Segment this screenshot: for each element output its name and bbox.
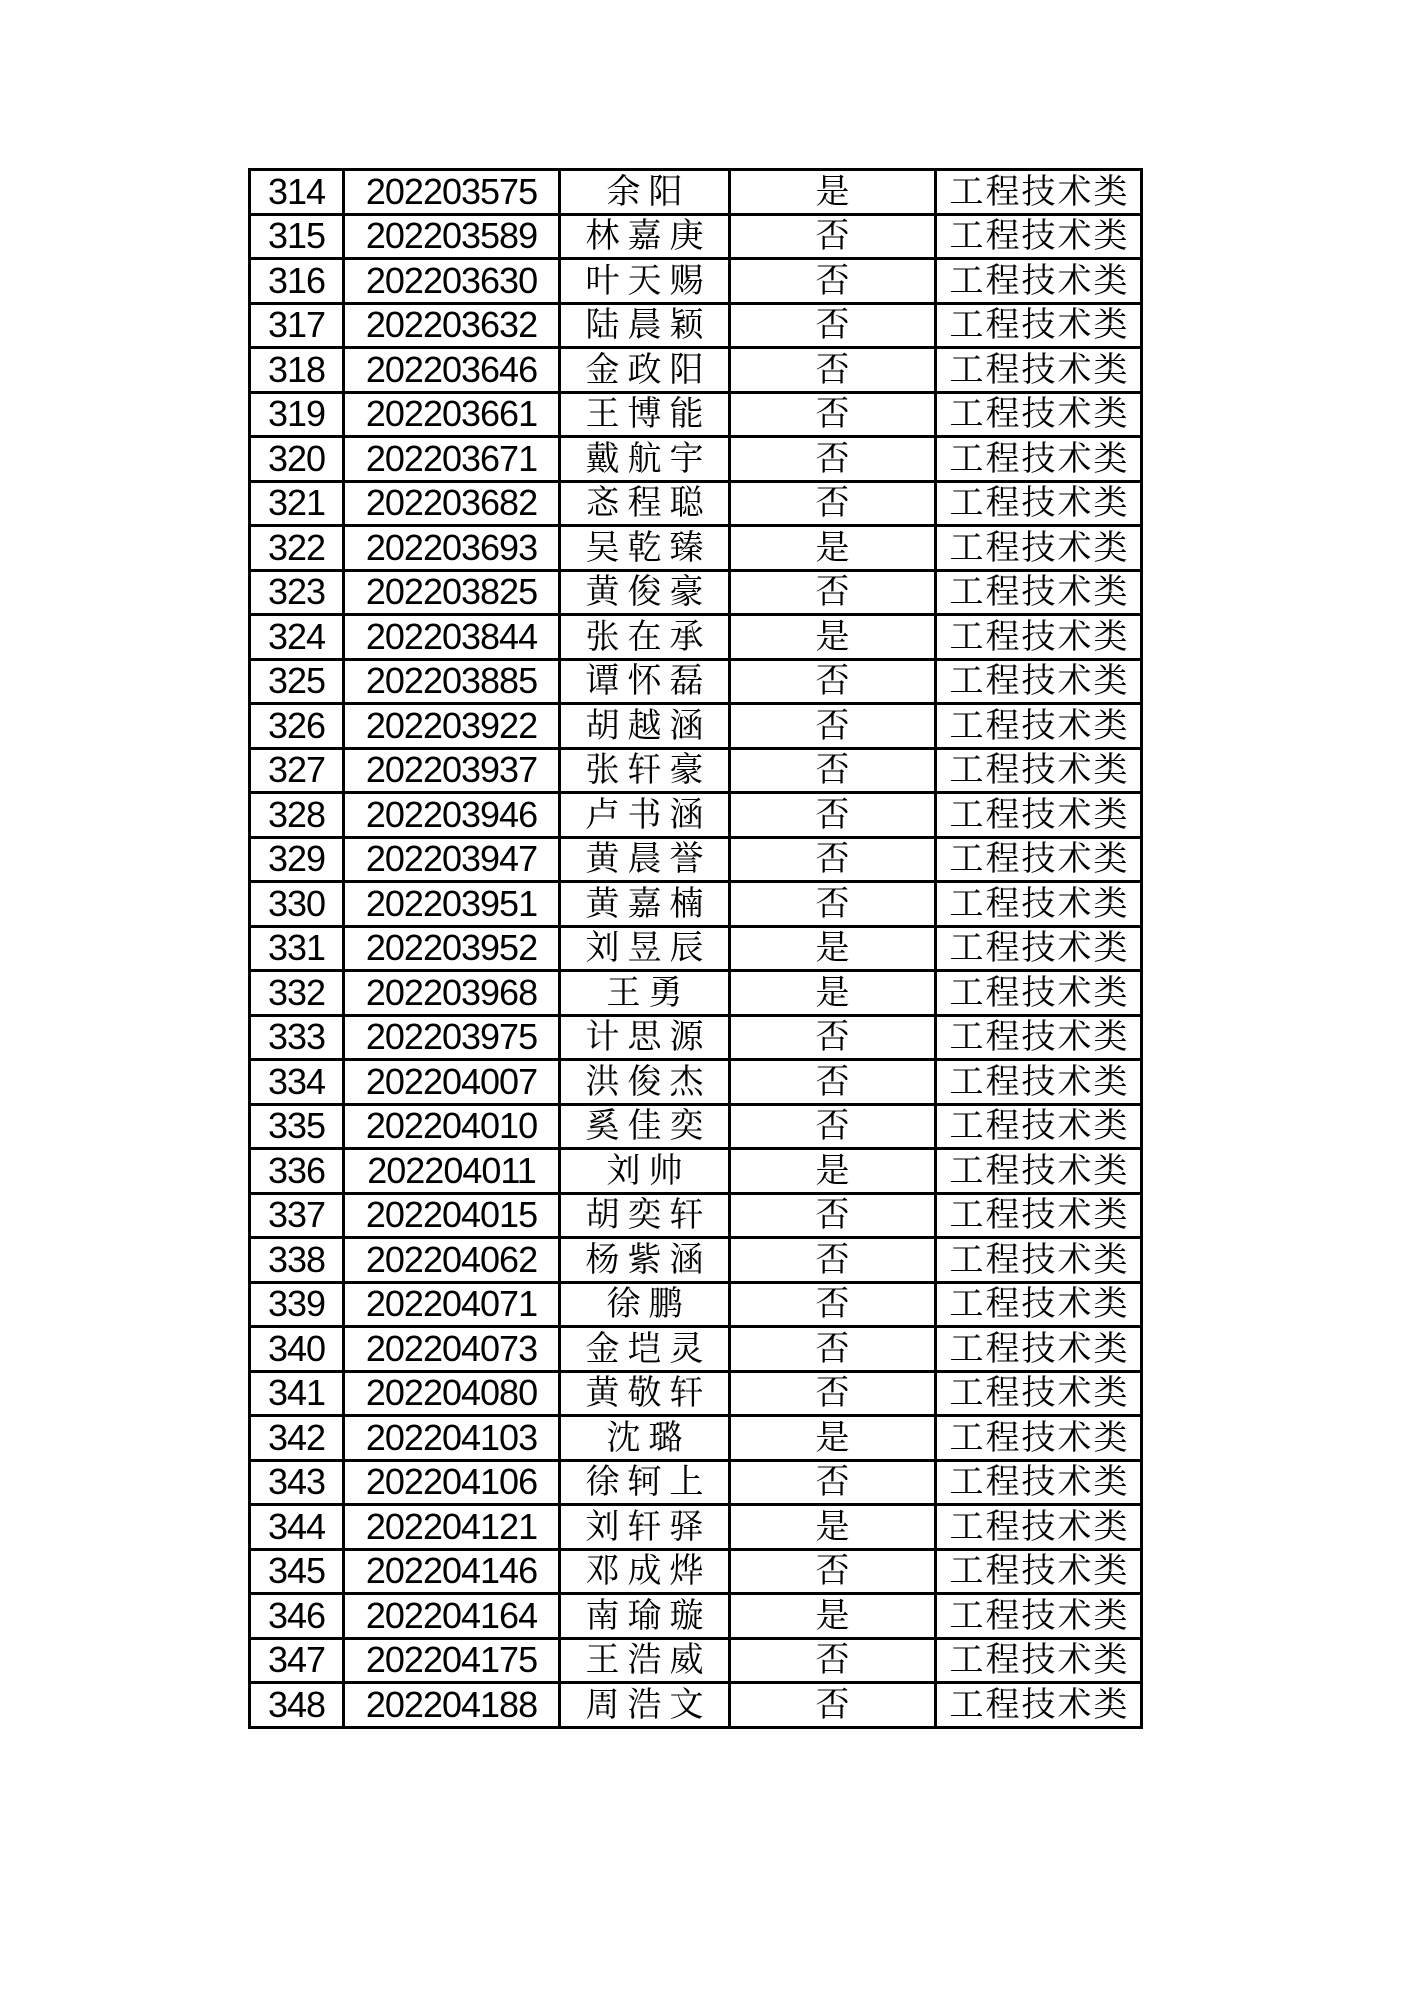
category-cell: 工程技术类 bbox=[936, 437, 1142, 482]
category-cell: 工程技术类 bbox=[936, 748, 1142, 793]
table-row bbox=[250, 1416, 1142, 1461]
table-row bbox=[250, 971, 1142, 1016]
table-row bbox=[250, 1238, 1142, 1283]
table-row bbox=[250, 615, 1142, 660]
category-cell: 工程技术类 bbox=[936, 1060, 1142, 1105]
table-row bbox=[250, 793, 1142, 838]
student-name-cell: 邓成烨 bbox=[560, 1549, 730, 1594]
yes-no-cell: 是 bbox=[730, 926, 936, 971]
row-number-cell: 328 bbox=[250, 793, 344, 838]
student-id-cell: 202204073 bbox=[344, 1327, 560, 1372]
table-row bbox=[250, 1282, 1142, 1327]
table-row bbox=[250, 1460, 1142, 1505]
yes-no-cell: 否 bbox=[730, 1683, 936, 1728]
table-row bbox=[250, 1549, 1142, 1594]
table-row bbox=[250, 392, 1142, 437]
row-number-cell: 346 bbox=[250, 1594, 344, 1639]
category-cell: 工程技术类 bbox=[936, 1549, 1142, 1594]
student-id-cell: 202204010 bbox=[344, 1104, 560, 1149]
student-id-cell: 202203575 bbox=[344, 170, 560, 215]
row-number-cell: 341 bbox=[250, 1371, 344, 1416]
student-name-cell: 奚佳奕 bbox=[560, 1104, 730, 1149]
yes-no-cell: 是 bbox=[730, 1149, 936, 1194]
category-cell: 工程技术类 bbox=[936, 481, 1142, 526]
student-id-cell: 202203885 bbox=[344, 659, 560, 704]
student-id-cell: 202203661 bbox=[344, 392, 560, 437]
row-number-cell: 320 bbox=[250, 437, 344, 482]
student-name-cell: 谭怀磊 bbox=[560, 659, 730, 704]
yes-no-cell: 否 bbox=[730, 793, 936, 838]
table-row bbox=[250, 1371, 1142, 1416]
row-number-cell: 333 bbox=[250, 1015, 344, 1060]
yes-no-cell: 否 bbox=[730, 1371, 936, 1416]
yes-no-cell: 是 bbox=[730, 1594, 936, 1639]
student-id-cell: 202203947 bbox=[344, 837, 560, 882]
category-cell: 工程技术类 bbox=[936, 214, 1142, 259]
yes-no-cell: 否 bbox=[730, 1638, 936, 1683]
row-number-cell: 331 bbox=[250, 926, 344, 971]
row-number-cell: 347 bbox=[250, 1638, 344, 1683]
yes-no-cell: 是 bbox=[730, 170, 936, 215]
row-number-cell: 335 bbox=[250, 1104, 344, 1149]
category-cell: 工程技术类 bbox=[936, 1193, 1142, 1238]
yes-no-cell: 是 bbox=[730, 1416, 936, 1461]
student-id-cell: 202204106 bbox=[344, 1460, 560, 1505]
student-name-cell: 徐鹏 bbox=[560, 1282, 730, 1327]
yes-no-cell: 否 bbox=[730, 1460, 936, 1505]
yes-no-cell: 否 bbox=[730, 882, 936, 927]
category-cell: 工程技术类 bbox=[936, 170, 1142, 215]
student-id-cell: 202204188 bbox=[344, 1683, 560, 1728]
student-name-cell: 胡奕轩 bbox=[560, 1193, 730, 1238]
yes-no-cell: 是 bbox=[730, 1505, 936, 1550]
student-id-cell: 202203693 bbox=[344, 526, 560, 571]
student-id-cell: 202203968 bbox=[344, 971, 560, 1016]
category-cell: 工程技术类 bbox=[936, 793, 1142, 838]
table-row bbox=[250, 1149, 1142, 1194]
student-name-cell: 刘帅 bbox=[560, 1149, 730, 1194]
student-id-cell: 202203646 bbox=[344, 348, 560, 393]
student-name-cell: 张轩豪 bbox=[560, 748, 730, 793]
yes-no-cell: 否 bbox=[730, 1238, 936, 1283]
row-number-cell: 329 bbox=[250, 837, 344, 882]
row-number-cell: 325 bbox=[250, 659, 344, 704]
student-name-cell: 沈璐 bbox=[560, 1416, 730, 1461]
category-cell: 工程技术类 bbox=[936, 837, 1142, 882]
row-number-cell: 318 bbox=[250, 348, 344, 393]
student-id-cell: 202203952 bbox=[344, 926, 560, 971]
category-cell: 工程技术类 bbox=[936, 882, 1142, 927]
table-row bbox=[250, 303, 1142, 348]
table-row bbox=[250, 704, 1142, 749]
table-row bbox=[250, 1683, 1142, 1728]
category-cell: 工程技术类 bbox=[936, 1238, 1142, 1283]
student-id-cell: 202203922 bbox=[344, 704, 560, 749]
row-number-cell: 339 bbox=[250, 1282, 344, 1327]
category-cell: 工程技术类 bbox=[936, 1282, 1142, 1327]
table-row bbox=[250, 437, 1142, 482]
yes-no-cell: 否 bbox=[730, 1549, 936, 1594]
yes-no-cell: 否 bbox=[730, 1104, 936, 1149]
student-id-cell: 202204175 bbox=[344, 1638, 560, 1683]
student-id-cell: 202204146 bbox=[344, 1549, 560, 1594]
table-row bbox=[250, 1060, 1142, 1105]
table-row bbox=[250, 481, 1142, 526]
student-name-cell: 计思源 bbox=[560, 1015, 730, 1060]
student-name-cell: 吴乾臻 bbox=[560, 526, 730, 571]
table-row bbox=[250, 170, 1142, 215]
yes-no-cell: 否 bbox=[730, 348, 936, 393]
category-cell: 工程技术类 bbox=[936, 392, 1142, 437]
student-name-cell: 王博能 bbox=[560, 392, 730, 437]
yes-no-cell: 否 bbox=[730, 259, 936, 304]
yes-no-cell: 否 bbox=[730, 748, 936, 793]
student-id-cell: 202204011 bbox=[344, 1149, 560, 1194]
student-id-cell: 202203589 bbox=[344, 214, 560, 259]
category-cell: 工程技术类 bbox=[936, 1416, 1142, 1461]
student-name-cell: 黄俊豪 bbox=[560, 570, 730, 615]
student-name-cell: 洪俊杰 bbox=[560, 1060, 730, 1105]
yes-no-cell: 否 bbox=[730, 570, 936, 615]
student-id-cell: 202203630 bbox=[344, 259, 560, 304]
student-name-cell: 卢书涵 bbox=[560, 793, 730, 838]
category-cell: 工程技术类 bbox=[936, 259, 1142, 304]
student-id-cell: 202204062 bbox=[344, 1238, 560, 1283]
student-name-cell: 林嘉庚 bbox=[560, 214, 730, 259]
yes-no-cell: 否 bbox=[730, 392, 936, 437]
table-row bbox=[250, 837, 1142, 882]
category-cell: 工程技术类 bbox=[936, 1149, 1142, 1194]
category-cell: 工程技术类 bbox=[936, 526, 1142, 571]
category-cell: 工程技术类 bbox=[936, 971, 1142, 1016]
table-row bbox=[250, 214, 1142, 259]
student-name-cell: 金政阳 bbox=[560, 348, 730, 393]
table-row bbox=[250, 926, 1142, 971]
student-name-cell: 陆晨颖 bbox=[560, 303, 730, 348]
table-row bbox=[250, 1505, 1142, 1550]
row-number-cell: 336 bbox=[250, 1149, 344, 1194]
student-id-cell: 202203975 bbox=[344, 1015, 560, 1060]
row-number-cell: 348 bbox=[250, 1683, 344, 1728]
table-row bbox=[250, 659, 1142, 704]
student-id-cell: 202203632 bbox=[344, 303, 560, 348]
student-name-cell: 余阳 bbox=[560, 170, 730, 215]
yes-no-cell: 否 bbox=[730, 481, 936, 526]
table-row bbox=[250, 1327, 1142, 1372]
yes-no-cell: 否 bbox=[730, 437, 936, 482]
yes-no-cell: 否 bbox=[730, 659, 936, 704]
roster-body bbox=[250, 170, 1142, 1728]
student-name-cell: 戴航宇 bbox=[560, 437, 730, 482]
category-cell: 工程技术类 bbox=[936, 926, 1142, 971]
row-number-cell: 323 bbox=[250, 570, 344, 615]
row-number-cell: 327 bbox=[250, 748, 344, 793]
row-number-cell: 315 bbox=[250, 214, 344, 259]
category-cell: 工程技术类 bbox=[936, 303, 1142, 348]
student-id-cell: 202204007 bbox=[344, 1060, 560, 1105]
table-row bbox=[250, 259, 1142, 304]
yes-no-cell: 否 bbox=[730, 303, 936, 348]
student-name-cell: 黄晨誉 bbox=[560, 837, 730, 882]
yes-no-cell: 否 bbox=[730, 1015, 936, 1060]
category-cell: 工程技术类 bbox=[936, 1683, 1142, 1728]
student-id-cell: 202204080 bbox=[344, 1371, 560, 1416]
category-cell: 工程技术类 bbox=[936, 704, 1142, 749]
yes-no-cell: 否 bbox=[730, 837, 936, 882]
row-number-cell: 314 bbox=[250, 170, 344, 215]
student-id-cell: 202203844 bbox=[344, 615, 560, 660]
row-number-cell: 319 bbox=[250, 392, 344, 437]
student-name-cell: 忞程聪 bbox=[560, 481, 730, 526]
student-id-cell: 202203946 bbox=[344, 793, 560, 838]
category-cell: 工程技术类 bbox=[936, 659, 1142, 704]
student-id-cell: 202203951 bbox=[344, 882, 560, 927]
table-row bbox=[250, 1104, 1142, 1149]
table-row bbox=[250, 570, 1142, 615]
row-number-cell: 322 bbox=[250, 526, 344, 571]
yes-no-cell: 否 bbox=[730, 1327, 936, 1372]
row-number-cell: 316 bbox=[250, 259, 344, 304]
table-row bbox=[250, 748, 1142, 793]
yes-no-cell: 否 bbox=[730, 1060, 936, 1105]
category-cell: 工程技术类 bbox=[936, 1327, 1142, 1372]
category-cell: 工程技术类 bbox=[936, 348, 1142, 393]
row-number-cell: 337 bbox=[250, 1193, 344, 1238]
yes-no-cell: 否 bbox=[730, 1193, 936, 1238]
student-id-cell: 202203825 bbox=[344, 570, 560, 615]
category-cell: 工程技术类 bbox=[936, 1505, 1142, 1550]
yes-no-cell: 否 bbox=[730, 214, 936, 259]
student-name-cell: 刘轩驿 bbox=[560, 1505, 730, 1550]
table-row bbox=[250, 1015, 1142, 1060]
category-cell: 工程技术类 bbox=[936, 1594, 1142, 1639]
student-name-cell: 胡越涵 bbox=[560, 704, 730, 749]
category-cell: 工程技术类 bbox=[936, 1104, 1142, 1149]
table-row bbox=[250, 1193, 1142, 1238]
row-number-cell: 332 bbox=[250, 971, 344, 1016]
table-row bbox=[250, 1638, 1142, 1683]
table-row bbox=[250, 526, 1142, 571]
row-number-cell: 340 bbox=[250, 1327, 344, 1372]
category-cell: 工程技术类 bbox=[936, 1015, 1142, 1060]
row-number-cell: 324 bbox=[250, 615, 344, 660]
row-number-cell: 330 bbox=[250, 882, 344, 927]
student-name-cell: 金垲灵 bbox=[560, 1327, 730, 1372]
row-number-cell: 343 bbox=[250, 1460, 344, 1505]
student-id-cell: 202203937 bbox=[344, 748, 560, 793]
table-row bbox=[250, 882, 1142, 927]
student-roster-table bbox=[248, 168, 1143, 1729]
yes-no-cell: 是 bbox=[730, 615, 936, 660]
student-name-cell: 叶天赐 bbox=[560, 259, 730, 304]
student-id-cell: 202204164 bbox=[344, 1594, 560, 1639]
student-name-cell: 王浩威 bbox=[560, 1638, 730, 1683]
student-name-cell: 黄嘉楠 bbox=[560, 882, 730, 927]
table-row bbox=[250, 348, 1142, 393]
yes-no-cell: 是 bbox=[730, 526, 936, 571]
table-row bbox=[250, 1594, 1142, 1639]
category-cell: 工程技术类 bbox=[936, 570, 1142, 615]
category-cell: 工程技术类 bbox=[936, 1638, 1142, 1683]
student-id-cell: 202203671 bbox=[344, 437, 560, 482]
student-name-cell: 杨紫涵 bbox=[560, 1238, 730, 1283]
student-id-cell: 202203682 bbox=[344, 481, 560, 526]
yes-no-cell: 否 bbox=[730, 704, 936, 749]
row-number-cell: 317 bbox=[250, 303, 344, 348]
student-name-cell: 王勇 bbox=[560, 971, 730, 1016]
category-cell: 工程技术类 bbox=[936, 1460, 1142, 1505]
student-id-cell: 202204121 bbox=[344, 1505, 560, 1550]
row-number-cell: 345 bbox=[250, 1549, 344, 1594]
yes-no-cell: 是 bbox=[730, 971, 936, 1016]
student-name-cell: 南瑜璇 bbox=[560, 1594, 730, 1639]
category-cell: 工程技术类 bbox=[936, 1371, 1142, 1416]
yes-no-cell: 否 bbox=[730, 1282, 936, 1327]
student-name-cell: 周浩文 bbox=[560, 1683, 730, 1728]
row-number-cell: 342 bbox=[250, 1416, 344, 1461]
student-name-cell: 张在承 bbox=[560, 615, 730, 660]
row-number-cell: 344 bbox=[250, 1505, 344, 1550]
row-number-cell: 321 bbox=[250, 481, 344, 526]
student-name-cell: 刘昱辰 bbox=[560, 926, 730, 971]
category-cell: 工程技术类 bbox=[936, 615, 1142, 660]
row-number-cell: 334 bbox=[250, 1060, 344, 1105]
student-name-cell: 黄敬轩 bbox=[560, 1371, 730, 1416]
student-name-cell: 徐轲上 bbox=[560, 1460, 730, 1505]
row-number-cell: 338 bbox=[250, 1238, 344, 1283]
student-id-cell: 202204071 bbox=[344, 1282, 560, 1327]
student-id-cell: 202204015 bbox=[344, 1193, 560, 1238]
student-id-cell: 202204103 bbox=[344, 1416, 560, 1461]
row-number-cell: 326 bbox=[250, 704, 344, 749]
